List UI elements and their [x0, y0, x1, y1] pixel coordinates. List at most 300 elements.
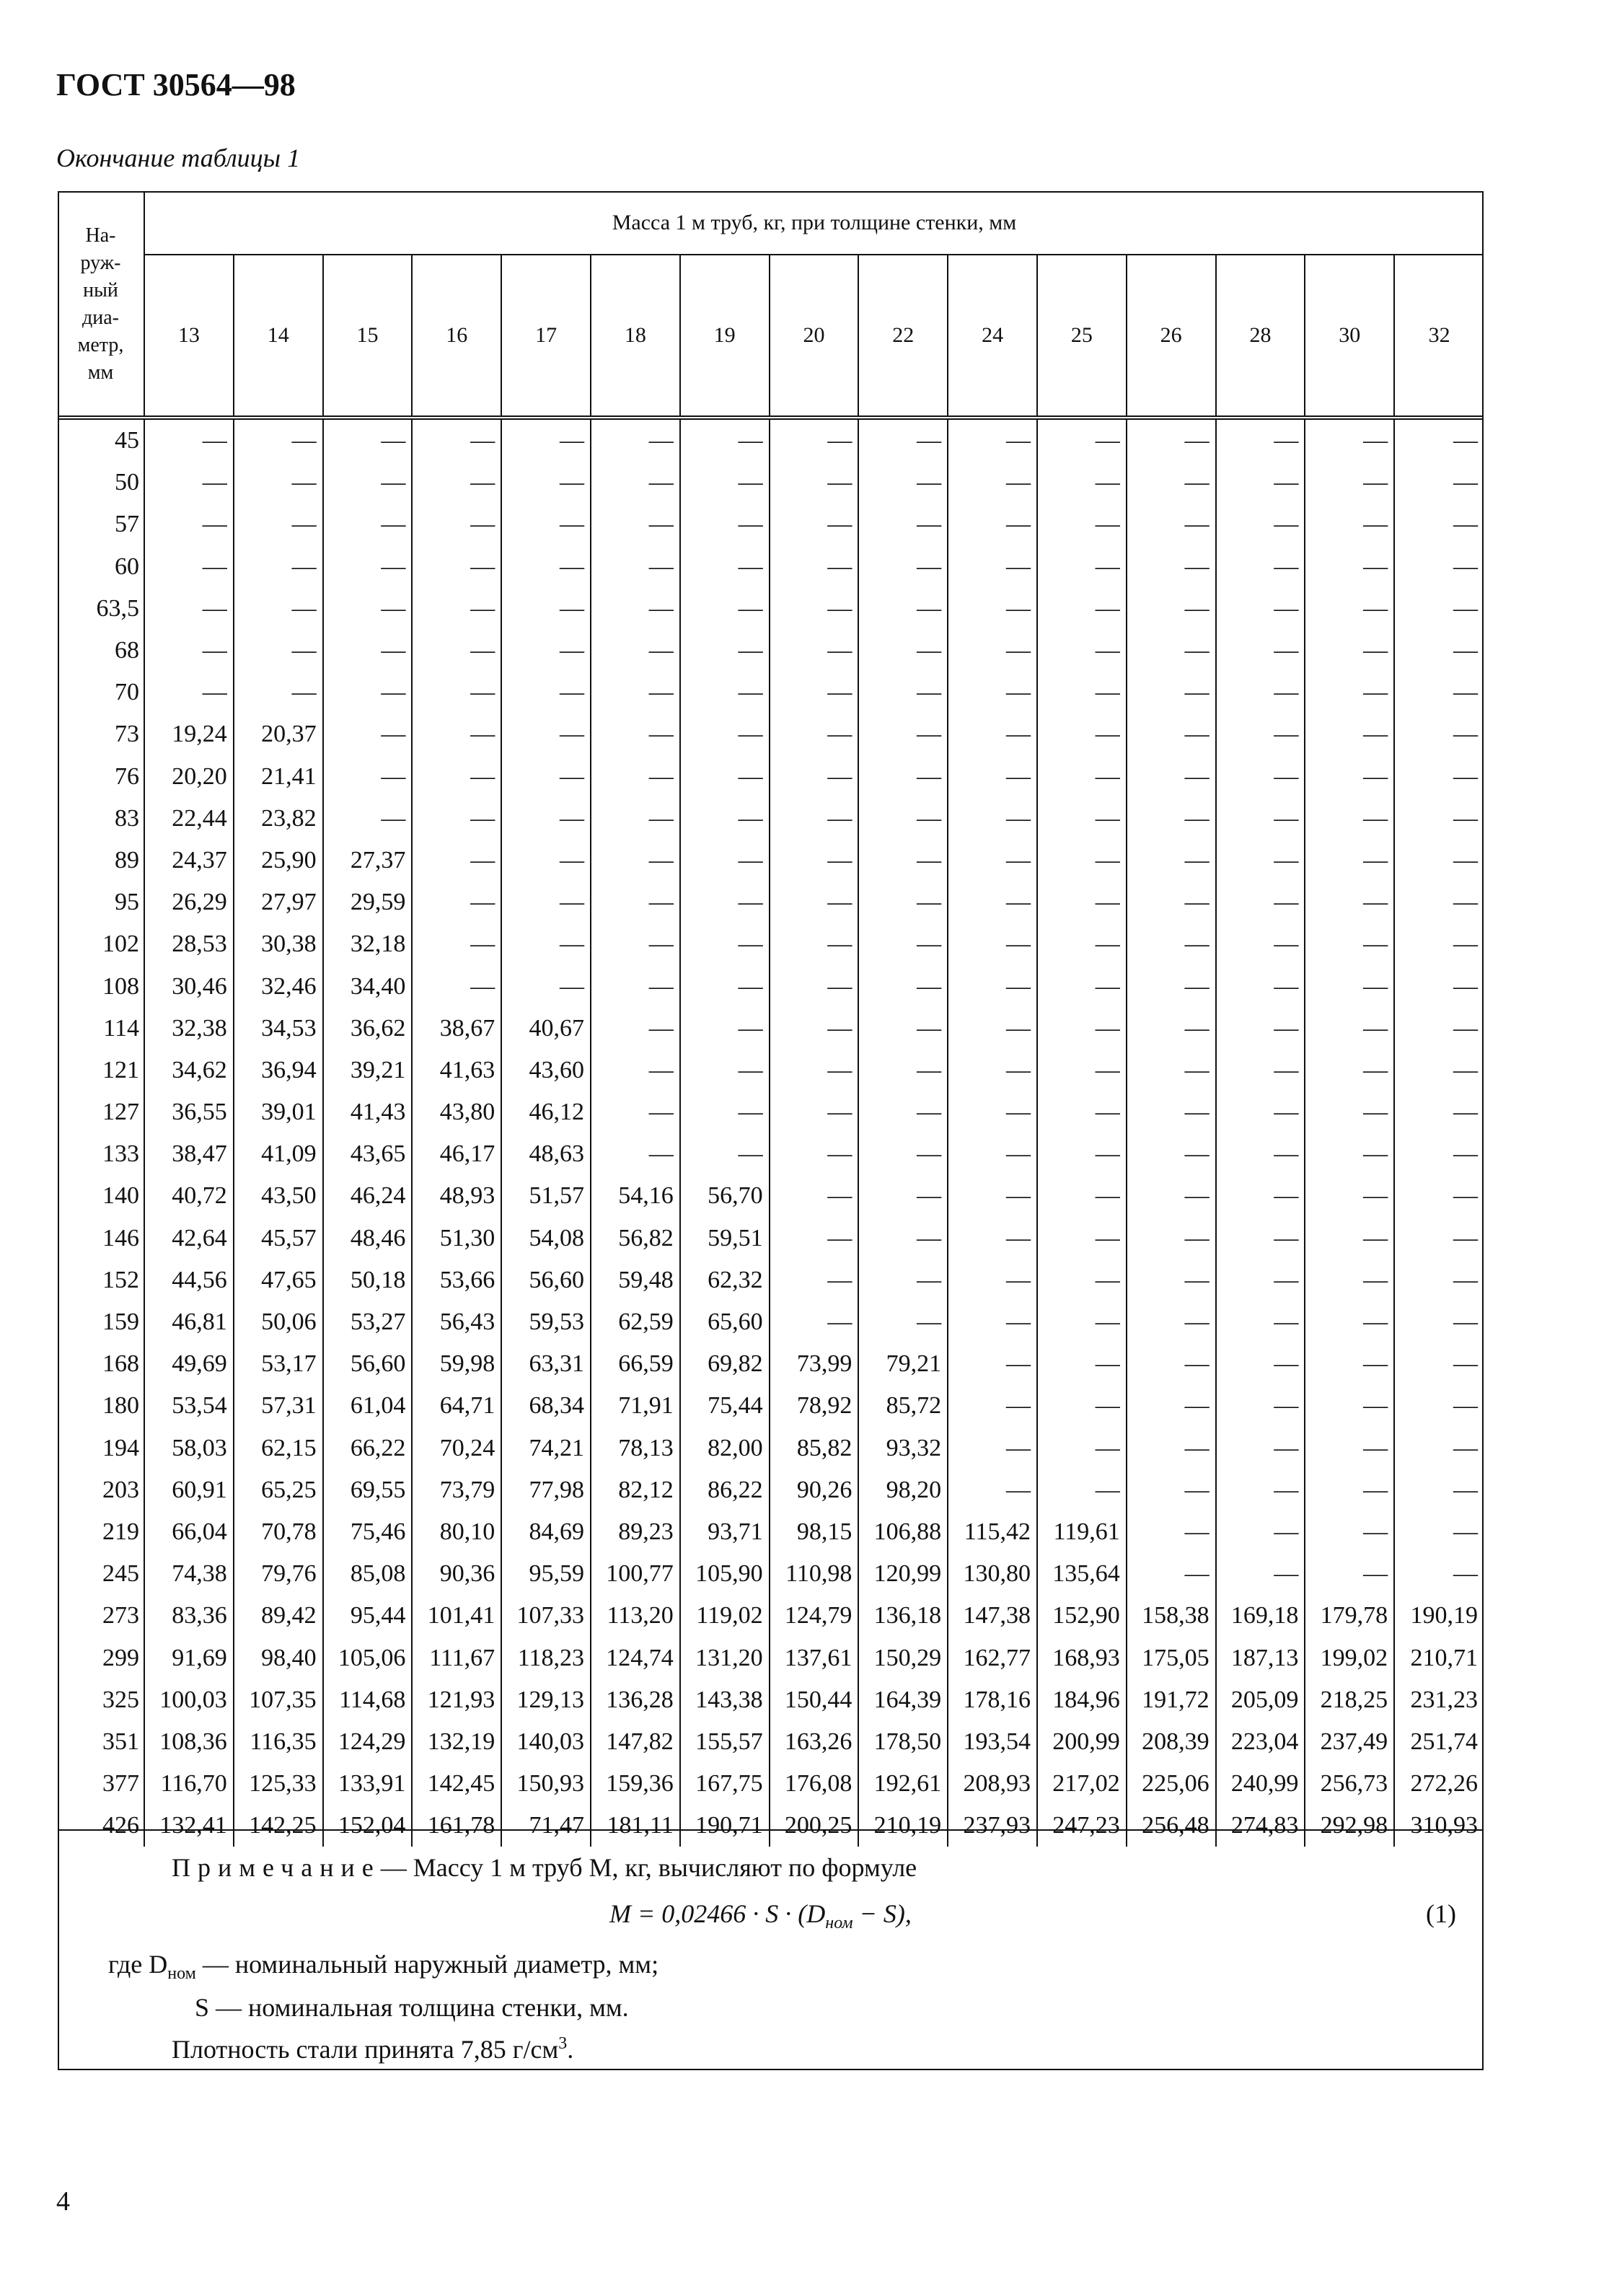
mass-cell: —: [1216, 546, 1305, 588]
mass-cell: —: [1216, 630, 1305, 672]
mass-cell: —: [234, 588, 323, 630]
mass-cell: —: [1216, 881, 1305, 923]
mass-cell: —: [591, 588, 680, 630]
diameter-cell: 89: [115, 846, 139, 874]
mass-cell: —: [591, 418, 680, 462]
mass-cell: —: [1394, 1511, 1484, 1553]
mass-cell: 57,31: [234, 1385, 323, 1427]
mass-cell: —: [1216, 672, 1305, 713]
mass-cell: —: [1037, 630, 1127, 672]
mass-cell: —: [1037, 1259, 1127, 1301]
mass-cell: 101,41: [412, 1595, 501, 1637]
mass-cell: 237,93: [948, 1805, 1037, 1847]
mass-cell: —: [1305, 1218, 1394, 1259]
note-box: [58, 1829, 1484, 2070]
mass-cell: 192,61: [858, 1763, 948, 1805]
mass-cell: —: [412, 588, 501, 630]
mass-cell: —: [680, 965, 770, 1007]
mass-cell: 34,62: [144, 1050, 234, 1091]
mass-cell: 93,32: [858, 1428, 948, 1469]
mass-cell: 114,68: [323, 1679, 413, 1721]
mass-cell: —: [1305, 881, 1394, 923]
mass-cell: 85,08: [323, 1553, 413, 1595]
mass-cell: —: [1037, 1091, 1127, 1133]
mass-cell: —: [858, 630, 948, 672]
mass-cell: —: [1127, 1301, 1216, 1343]
mass-cell: 167,75: [680, 1763, 770, 1805]
mass-cell: —: [948, 418, 1037, 462]
mass-cell: —: [680, 503, 770, 545]
where-text: — номинальный наружный диаметр, мм;: [195, 1950, 659, 1979]
formula-number: (1): [1426, 1899, 1456, 1928]
mass-cell: 46,81: [144, 1301, 234, 1343]
mass-table: [58, 191, 1484, 1847]
mass-cell: —: [1305, 1385, 1394, 1427]
mass-cell: 53,66: [412, 1259, 501, 1301]
outer-diameter-header-line: диа-: [82, 306, 119, 329]
mass-cell: 50,06: [234, 1301, 323, 1343]
mass-cell: 27,97: [234, 881, 323, 923]
mass-cell: —: [1305, 1050, 1394, 1091]
mass-cell: —: [501, 588, 591, 630]
mass-cell: —: [1216, 503, 1305, 545]
mass-cell: 59,53: [501, 1301, 591, 1343]
mass-cell: —: [1037, 462, 1127, 503]
thickness-header-row: [58, 255, 1484, 418]
mass-cell: —: [858, 1050, 948, 1091]
mass-cell: —: [858, 1091, 948, 1133]
mass-cell: —: [1305, 965, 1394, 1007]
mass-cell: 107,33: [501, 1595, 591, 1637]
mass-cell: —: [1037, 1469, 1127, 1511]
mass-cell: —: [1127, 840, 1216, 881]
mass-cell: 106,88: [858, 1511, 948, 1553]
table-row: [58, 1133, 1484, 1175]
mass-cell: —: [1037, 418, 1127, 462]
mass-cell: 25,90: [234, 840, 323, 881]
mass-cell: —: [234, 418, 323, 462]
mass-cell: —: [501, 630, 591, 672]
diameter-cell: 140: [102, 1182, 139, 1210]
mass-cell: 56,82: [591, 1218, 680, 1259]
mass-cell: —: [1216, 1050, 1305, 1091]
table-row: [58, 1763, 1484, 1805]
thickness-header-26: 26: [1127, 255, 1216, 418]
mass-cell: —: [948, 1343, 1037, 1385]
mass-cell: —: [858, 965, 948, 1007]
mass-cell: —: [680, 462, 770, 503]
mass-cell: —: [770, 1133, 859, 1175]
mass-cell: —: [1037, 1050, 1127, 1091]
table-row: [58, 1050, 1484, 1091]
mass-cell: —: [858, 798, 948, 840]
mass-cell: —: [591, 630, 680, 672]
mass-cell: 119,61: [1037, 1511, 1127, 1553]
mass-cell: 119,02: [680, 1595, 770, 1637]
mass-cell: —: [948, 965, 1037, 1007]
mass-cell: —: [1127, 1091, 1216, 1133]
mass-cell: 39,21: [323, 1050, 413, 1091]
mass-cell: 133,91: [323, 1763, 413, 1805]
mass-cell: —: [1216, 713, 1305, 755]
mass-cell: —: [1305, 713, 1394, 755]
mass-cell: 217,02: [1037, 1763, 1127, 1805]
mass-cell: 93,71: [680, 1511, 770, 1553]
mass-cell: —: [591, 462, 680, 503]
mass-cell: 100,03: [144, 1679, 234, 1721]
document-title: ГОСТ 30564—98: [56, 67, 296, 102]
mass-cell: 58,03: [144, 1428, 234, 1469]
mass-cell: 53,54: [144, 1385, 234, 1427]
mass-cell: —: [770, 798, 859, 840]
table-row: [58, 1008, 1484, 1050]
mass-cell: 49,69: [144, 1343, 234, 1385]
mass-cell: —: [1305, 1133, 1394, 1175]
mass-cell: 36,62: [323, 1008, 413, 1050]
mass-cell: 74,38: [144, 1553, 234, 1595]
mass-cell: —: [1127, 756, 1216, 798]
mass-cell: —: [1216, 965, 1305, 1007]
mass-cell: —: [770, 713, 859, 755]
mass-cell: —: [948, 630, 1037, 672]
mass-cell: —: [1127, 881, 1216, 923]
mass-cell: 90,26: [770, 1469, 859, 1511]
diameter-cell: 203: [102, 1476, 139, 1503]
mass-cell: —: [591, 756, 680, 798]
mass-cell: —: [412, 798, 501, 840]
mass-cell: 256,73: [1305, 1763, 1394, 1805]
mass-cell: 150,44: [770, 1679, 859, 1721]
mass-cell: 152,04: [323, 1805, 413, 1847]
mass-cell: —: [1037, 798, 1127, 840]
mass-cell: —: [858, 1218, 948, 1259]
mass-cell: —: [1394, 1008, 1484, 1050]
mass-cell: 98,15: [770, 1511, 859, 1553]
mass-cell: 208,39: [1127, 1721, 1216, 1763]
mass-cell: 187,13: [1216, 1637, 1305, 1679]
table-row: [58, 1595, 1484, 1637]
mass-cell: —: [412, 965, 501, 1007]
mass-cell: 175,05: [1127, 1637, 1216, 1679]
mass-cell: —: [591, 840, 680, 881]
mass-cell: 121,93: [412, 1679, 501, 1721]
mass-cell: 34,53: [234, 1008, 323, 1050]
mass-cell: 163,26: [770, 1721, 859, 1763]
mass-cell: —: [1305, 1511, 1394, 1553]
mass-cell: 69,55: [323, 1469, 413, 1511]
mass-cell: —: [680, 418, 770, 462]
diameter-cell: 351: [102, 1728, 139, 1755]
mass-cell: 36,55: [144, 1091, 234, 1133]
mass-cell: —: [1127, 1218, 1216, 1259]
mass-cell: —: [858, 546, 948, 588]
mass-cell: —: [1216, 1385, 1305, 1427]
density-text: Плотность стали принята 7,85 г/см: [172, 2035, 559, 2064]
mass-cell: 178,16: [948, 1679, 1037, 1721]
mass-cell: —: [591, 1133, 680, 1175]
mass-cell: 36,94: [234, 1050, 323, 1091]
mass-cell: 79,21: [858, 1343, 948, 1385]
mass-cell: —: [770, 881, 859, 923]
mass-cell: —: [1305, 546, 1394, 588]
mass-cell: —: [1305, 1301, 1394, 1343]
mass-cell: —: [858, 588, 948, 630]
mass-cell: —: [858, 713, 948, 755]
mass-cell: —: [680, 1050, 770, 1091]
thickness-header-18: 18: [591, 255, 680, 418]
mass-cell: —: [770, 1259, 859, 1301]
mass-cell: —: [770, 630, 859, 672]
mass-cell: 124,74: [591, 1637, 680, 1679]
diameter-cell: 273: [102, 1602, 139, 1629]
mass-header: Масса 1 м труб, кг, при толщине стенки, мм: [144, 192, 1484, 255]
mass-cell: —: [1127, 630, 1216, 672]
mass-cell: 181,11: [591, 1805, 680, 1847]
mass-cell: —: [680, 923, 770, 965]
mass-cell: —: [1305, 1175, 1394, 1217]
mass-cell: —: [144, 672, 234, 713]
mass-cell: 110,98: [770, 1553, 859, 1595]
mass-cell: 70,24: [412, 1428, 501, 1469]
mass-cell: —: [1305, 1259, 1394, 1301]
mass-cell: 142,45: [412, 1763, 501, 1805]
mass-cell: —: [770, 1175, 859, 1217]
mass-cell: —: [1127, 672, 1216, 713]
mass-cell: 200,99: [1037, 1721, 1127, 1763]
mass-cell: 32,46: [234, 965, 323, 1007]
mass-cell: —: [501, 881, 591, 923]
mass-cell: —: [591, 798, 680, 840]
mass-cell: 191,72: [1127, 1679, 1216, 1721]
mass-cell: —: [948, 923, 1037, 965]
mass-cell: —: [770, 418, 859, 462]
mass-cell: 84,69: [501, 1511, 591, 1553]
mass-cell: —: [1127, 1469, 1216, 1511]
mass-cell: 30,46: [144, 965, 234, 1007]
mass-cell: —: [680, 1091, 770, 1133]
mass-cell: —: [412, 672, 501, 713]
mass-cell: —: [680, 1008, 770, 1050]
mass-cell: 115,42: [948, 1511, 1037, 1553]
mass-cell: 124,29: [323, 1721, 413, 1763]
table-row: [58, 1428, 1484, 1469]
mass-cell: —: [1127, 1008, 1216, 1050]
mass-cell: 161,78: [412, 1805, 501, 1847]
mass-cell: 71,91: [591, 1385, 680, 1427]
mass-cell: 32,18: [323, 923, 413, 965]
mass-cell: —: [680, 672, 770, 713]
mass-cell: —: [1216, 1469, 1305, 1511]
table-row: [58, 1721, 1484, 1763]
mass-cell: —: [1394, 630, 1484, 672]
diameter-cell: 146: [102, 1224, 139, 1252]
mass-cell: 205,09: [1216, 1679, 1305, 1721]
mass-cell: 66,22: [323, 1428, 413, 1469]
mass-cell: 218,25: [1305, 1679, 1394, 1721]
table-row: [58, 1553, 1484, 1595]
diameter-cell: 133: [102, 1140, 139, 1168]
mass-cell: —: [858, 1008, 948, 1050]
mass-cell: —: [680, 756, 770, 798]
mass-cell: —: [1394, 588, 1484, 630]
mass-cell: 91,69: [144, 1637, 234, 1679]
mass-cell: 152,90: [1037, 1595, 1127, 1637]
thickness-header-28: 28: [1216, 255, 1305, 418]
mass-cell: 63,31: [501, 1343, 591, 1385]
thickness-header-19: 19: [680, 255, 770, 418]
diameter-cell: 102: [102, 931, 139, 958]
diameter-cell: 50: [115, 469, 139, 496]
mass-cell: 116,35: [234, 1721, 323, 1763]
mass-cell: —: [680, 713, 770, 755]
mass-cell: —: [948, 1428, 1037, 1469]
table-row: [58, 713, 1484, 755]
mass-cell: —: [1394, 503, 1484, 545]
mass-cell: —: [770, 503, 859, 545]
mass-cell: 107,35: [234, 1679, 323, 1721]
outer-diameter-header-line: ный: [83, 278, 118, 302]
mass-cell: —: [591, 923, 680, 965]
mass-cell: —: [1394, 1343, 1484, 1385]
mass-cell: 130,80: [948, 1553, 1037, 1595]
mass-cell: —: [1127, 1428, 1216, 1469]
mass-cell: —: [948, 1133, 1037, 1175]
mass-cell: —: [948, 798, 1037, 840]
mass-cell: —: [1216, 1301, 1305, 1343]
mass-cell: —: [858, 840, 948, 881]
mass-cell: —: [680, 840, 770, 881]
mass-cell: —: [858, 503, 948, 545]
mass-cell: —: [323, 546, 413, 588]
mass-cell: —: [1394, 1385, 1484, 1427]
mass-cell: 27,37: [323, 840, 413, 881]
mass-cell: 124,79: [770, 1595, 859, 1637]
mass-cell: 150,93: [501, 1763, 591, 1805]
mass-cell: —: [1305, 1553, 1394, 1595]
mass-cell: 98,40: [234, 1637, 323, 1679]
mass-cell: —: [501, 798, 591, 840]
mass-cell: 40,67: [501, 1008, 591, 1050]
mass-cell: —: [1216, 1511, 1305, 1553]
table-row: [58, 840, 1484, 881]
thickness-header-20: 20: [770, 255, 859, 418]
mass-cell: 51,57: [501, 1175, 591, 1217]
mass-cell: —: [1394, 1553, 1484, 1595]
outer-diameter-header-line: руж-: [80, 251, 121, 274]
note-intro: [172, 1852, 917, 1883]
mass-cell: —: [323, 672, 413, 713]
mass-cell: —: [770, 756, 859, 798]
mass-cell: —: [1216, 840, 1305, 881]
mass-cell: 56,60: [323, 1343, 413, 1385]
table-row: [58, 1385, 1484, 1427]
mass-cell: —: [1305, 588, 1394, 630]
note-label: Примечание: [172, 1853, 381, 1882]
mass-cell: 48,46: [323, 1218, 413, 1259]
mass-cell: —: [234, 462, 323, 503]
mass-cell: 38,67: [412, 1008, 501, 1050]
mass-cell: 86,22: [680, 1469, 770, 1511]
table-row: [58, 1343, 1484, 1385]
mass-cell: 82,00: [680, 1428, 770, 1469]
mass-cell: —: [1127, 1133, 1216, 1175]
mass-cell: —: [858, 756, 948, 798]
mass-cell: —: [591, 965, 680, 1007]
mass-cell: —: [1037, 881, 1127, 923]
mass-cell: 140,03: [501, 1721, 591, 1763]
mass-cell: 208,93: [948, 1763, 1037, 1805]
mass-cell: —: [1305, 672, 1394, 713]
mass-cell: —: [412, 713, 501, 755]
diameter-cell: 377: [102, 1770, 139, 1798]
mass-cell: —: [1216, 798, 1305, 840]
thickness-header-25: 25: [1037, 255, 1127, 418]
table-row: [58, 1679, 1484, 1721]
mass-cell: 73,99: [770, 1343, 859, 1385]
mass-cell: 54,08: [501, 1218, 591, 1259]
mass-cell: —: [948, 1301, 1037, 1343]
diameter-cell: 159: [102, 1308, 139, 1336]
mass-cell: —: [1394, 965, 1484, 1007]
mass-cell: —: [1394, 1428, 1484, 1469]
table-row: [58, 1175, 1484, 1217]
mass-cell: 272,26: [1394, 1763, 1484, 1805]
mass-cell: —: [770, 1091, 859, 1133]
mass-cell: 240,99: [1216, 1763, 1305, 1805]
mass-cell: —: [412, 756, 501, 798]
mass-cell: 310,93: [1394, 1805, 1484, 1847]
mass-cell: —: [770, 546, 859, 588]
mass-cell: —: [1216, 1175, 1305, 1217]
mass-cell: —: [1037, 1218, 1127, 1259]
mass-cell: —: [1216, 1218, 1305, 1259]
diameter-cell: 73: [115, 721, 139, 748]
diameter-cell: 426: [102, 1812, 139, 1839]
mass-cell: —: [234, 672, 323, 713]
mass-cell: 60,91: [144, 1469, 234, 1511]
mass-cell: 89,42: [234, 1595, 323, 1637]
mass-cell: 113,20: [591, 1595, 680, 1637]
diameter-cell: 45: [58, 418, 144, 462]
table-row: [58, 418, 1484, 462]
mass-cell: —: [412, 418, 501, 462]
mass-cell: 176,08: [770, 1763, 859, 1805]
mass-cell: 132,41: [144, 1805, 234, 1847]
mass-cell: 162,77: [948, 1637, 1037, 1679]
mass-cell: 71,47: [501, 1805, 591, 1847]
mass-cell: —: [858, 672, 948, 713]
mass-cell: 43,60: [501, 1050, 591, 1091]
mass-cell: —: [234, 546, 323, 588]
mass-cell: —: [1305, 503, 1394, 545]
mass-cell: 118,23: [501, 1637, 591, 1679]
mass-cell: —: [770, 1301, 859, 1343]
mass-cell: —: [1305, 418, 1394, 462]
mass-cell: —: [858, 1133, 948, 1175]
mass-cell: —: [1037, 1133, 1127, 1175]
mass-cell: —: [1394, 840, 1484, 881]
mass-cell: 39,01: [234, 1091, 323, 1133]
mass-cell: 53,27: [323, 1301, 413, 1343]
mass-cell: —: [1127, 1553, 1216, 1595]
mass-cell: —: [1127, 1259, 1216, 1301]
mass-cell: —: [1394, 546, 1484, 588]
mass-cell: 85,72: [858, 1385, 948, 1427]
diameter-cell: 108: [102, 972, 139, 1000]
mass-cell: 23,82: [234, 798, 323, 840]
mass-cell: 20,20: [144, 756, 234, 798]
thickness-header-22: 22: [858, 255, 948, 418]
